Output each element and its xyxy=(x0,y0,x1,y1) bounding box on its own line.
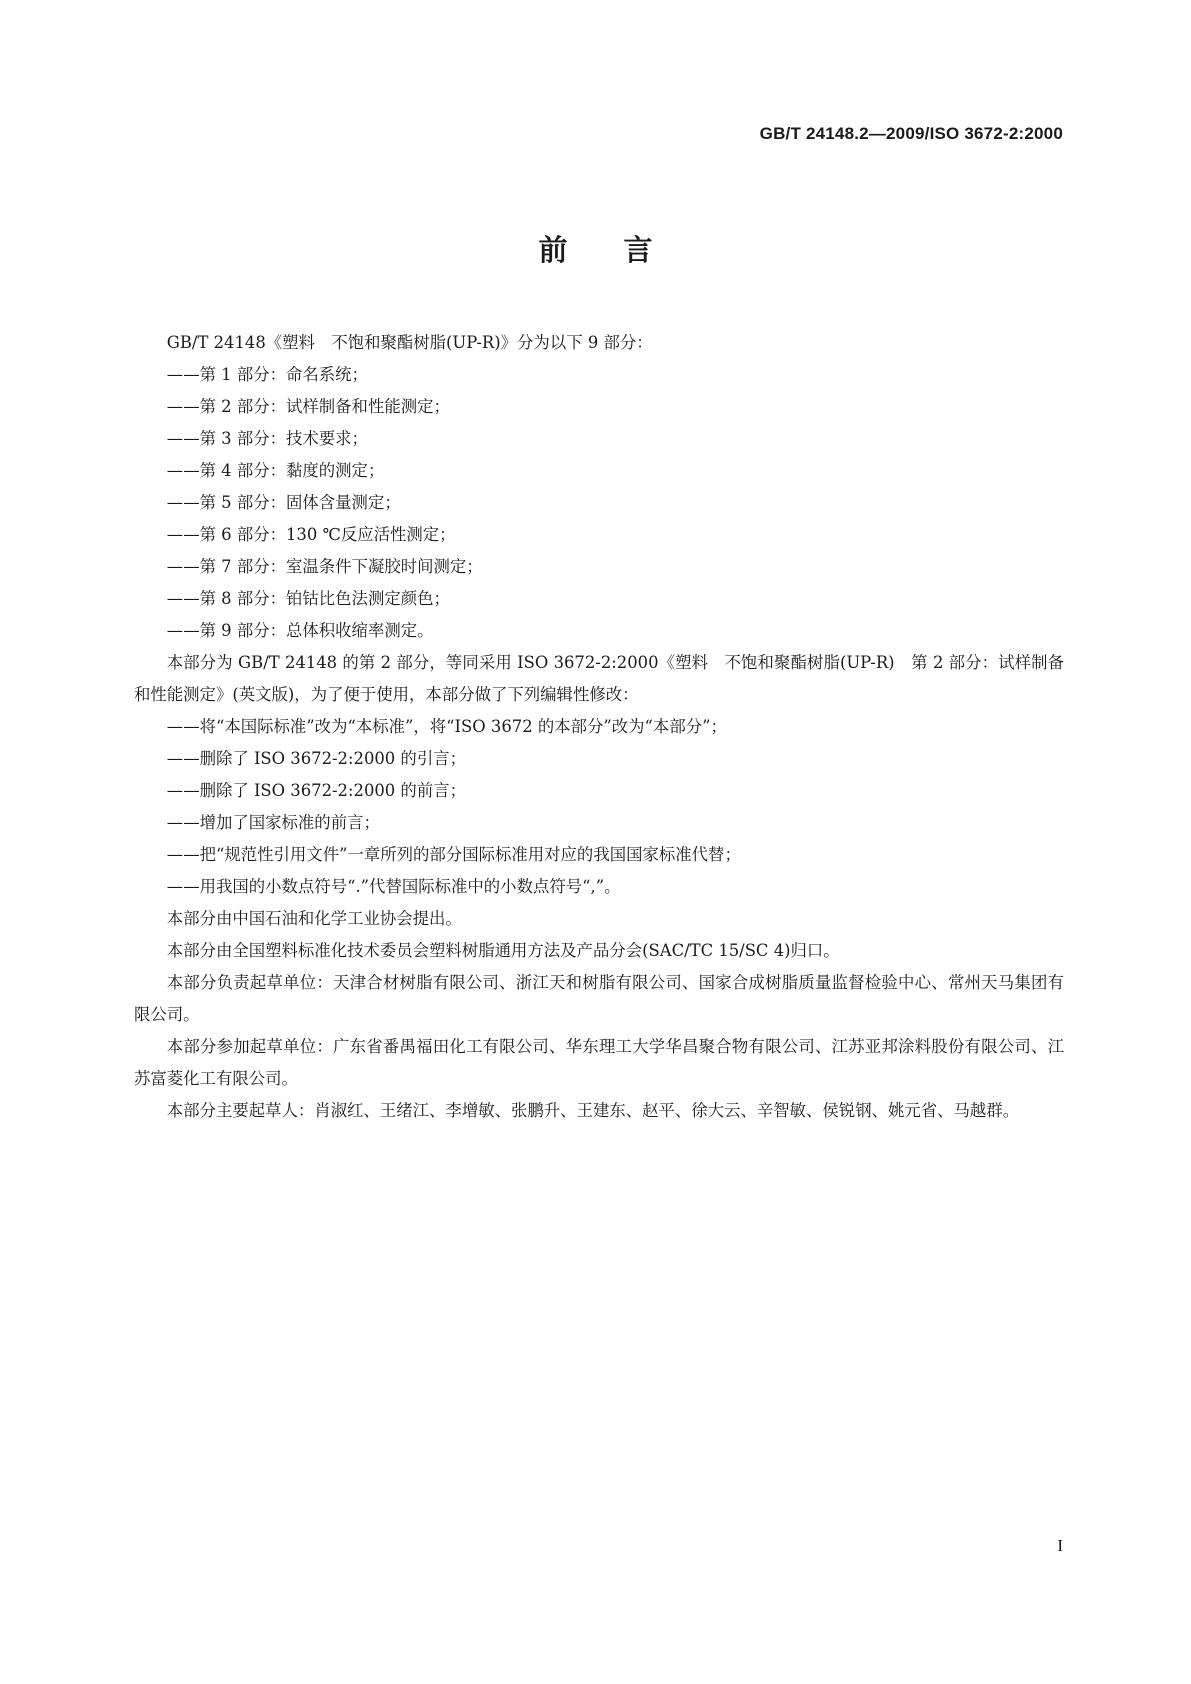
part-list-item: ——第 9 部分：总体积收缩率测定。 xyxy=(166,621,434,640)
part-list-item: ——第 6 部分：130 ℃反应活性测定； xyxy=(166,525,456,544)
part-list-item: ——第 5 部分：固体含量测定； xyxy=(166,493,401,512)
part-list-item: ——第 1 部分：命名系统； xyxy=(166,365,368,384)
modification-list-item: ——删除了 ISO 3672-2:2000 的引言； xyxy=(166,749,466,768)
part-list-item: ——第 4 部分：黏度的测定； xyxy=(166,461,385,480)
intro-paragraph: GB/T 24148《塑料 不饱和聚酯树脂(UP-R)》分为以下 9 部分： xyxy=(166,333,653,352)
part-list-item: ——第 7 部分：室温条件下凝胶时间测定； xyxy=(166,557,483,576)
main-drafters-paragraph: 本部分主要起草人：肖淑红、王绪江、李增敏、张鹏升、王建东、赵平、徐大云、辛智敏、侯锐钢、姚元省、马越群。 xyxy=(166,1101,1020,1120)
modification-list-item: ——增加了国家标准的前言； xyxy=(166,813,380,832)
modification-list-item: ——把“规范性引用文件”一章所列的部分国际标准用对应的我国国家标准代替； xyxy=(166,845,741,864)
part-list-item: ——第 2 部分：试样制备和性能测定； xyxy=(166,397,450,416)
centralized-by-paragraph: 本部分由全国塑料标准化技术委员会塑料树脂通用方法及产品分会(SAC/TC 15/SC 4)归口。 xyxy=(166,941,840,960)
page-title: 前言 xyxy=(538,233,709,267)
modification-list-item: ——将“本国际标准”改为“本标准”，将“ISO 3672 的本部分”改为“本部分”； xyxy=(166,717,727,736)
participating-units-paragraph: 本部分参加起草单位：广东省番禺福田化工有限公司、华东理工大学华昌聚合物有限公司、江苏亚邦涂料股份有限公司、江苏富菱化工有限公司。 xyxy=(134,1037,1064,1088)
standard-code: GB/T 24148.2—2009/ISO 3672-2:2000 xyxy=(759,124,1063,143)
modification-list-item: ——用我国的小数点符号“.”代替国际标准中的小数点符号“,”。 xyxy=(166,877,621,896)
modification-list-item: ——删除了 ISO 3672-2:2000 的前言； xyxy=(166,781,466,800)
page-number: I xyxy=(1057,1536,1063,1555)
foreword-body xyxy=(134,327,1064,1127)
drafting-units-paragraph: 本部分负责起草单位：天津合材树脂有限公司、浙江天和树脂有限公司、国家合成树脂质量监督检验中心、常州天马集团有限公司。 xyxy=(134,973,1064,1024)
part-list-item: ——第 3 部分：技术要求； xyxy=(166,429,368,448)
adoption-paragraph: 本部分为 GB/T 24148 的第 2 部分，等同采用 ISO 3672-2:2000《塑料 不饱和聚酯树脂(UP-R) 第 2 部分：试样制备和性能测定》(英文版)，为了便于使用，本部分做了下列编辑性修改： xyxy=(134,653,1064,704)
part-list-item: ——第 8 部分：铂钴比色法测定颜色； xyxy=(166,589,450,608)
proposed-by-paragraph: 本部分由中国石油和化学工业协会提出。 xyxy=(166,909,462,928)
